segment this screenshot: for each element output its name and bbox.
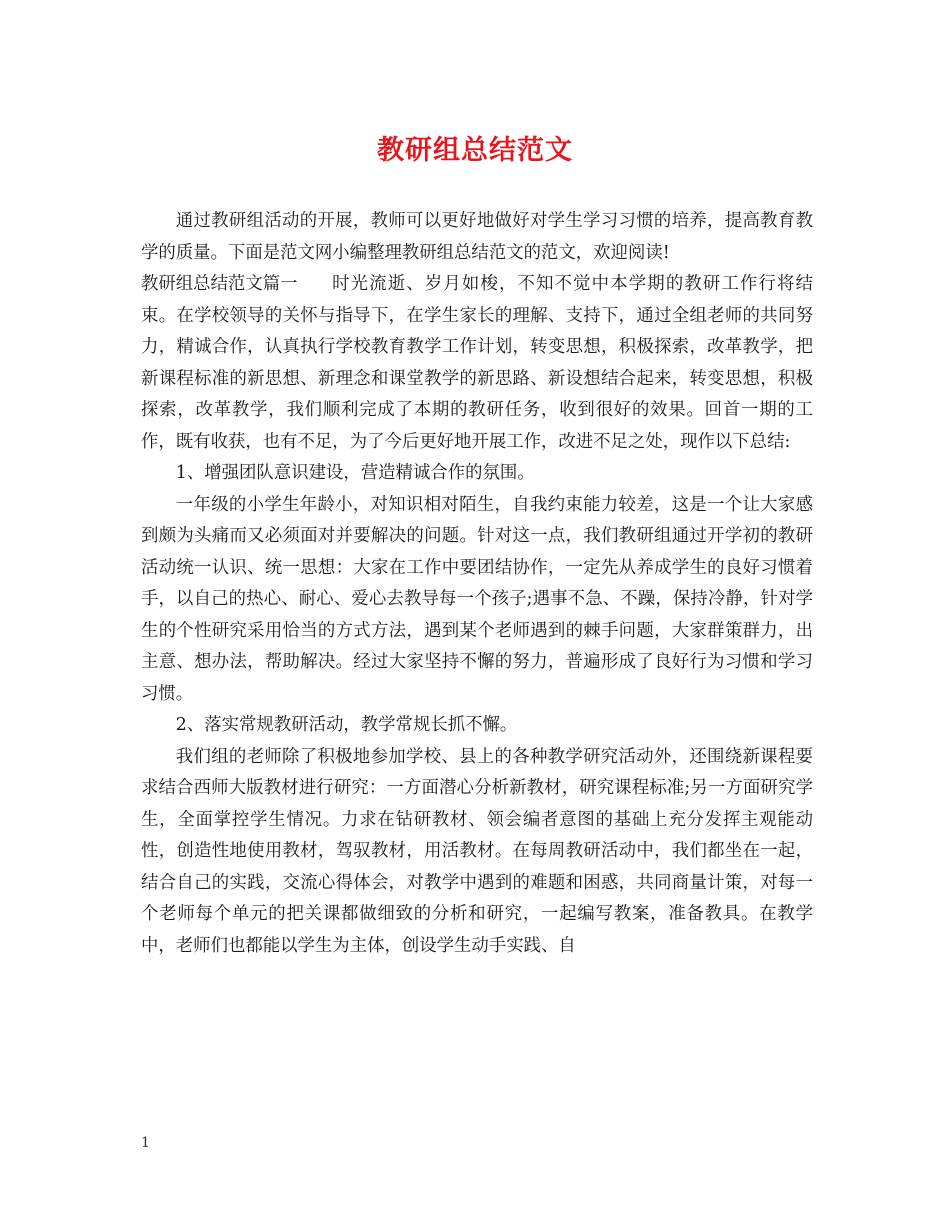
article-heading: 教研组总结范文篇一 xyxy=(141,274,298,294)
section2-heading: 2、落实常规教研活动，教学常规长抓不懈。 xyxy=(175,715,518,735)
document-title: 教研组总结范文 xyxy=(377,135,573,166)
intro-paragraph: 通过教研组活动的开展，教师可以更好地做好对学生学习习惯的培养，提高教育教学的质量。下面是范文网小编整理教研组总结范文的范文，欢迎阅读! xyxy=(141,211,813,263)
section1-heading: 1、增强团队意识建设，营造精诚合作的氛围。 xyxy=(175,463,535,483)
page-number: 1 xyxy=(141,1135,150,1151)
section1-paragraph: 一年级的小学生年龄小，对知识相对陌生，自我约束能力较差，这是一个让大家感到颇为头痛而又必须面对并要解决的问题。针对这一点，我们教研组通过开学初的教研活动统一认识、统一思想：大家在工作中要团结协作，一定先从养成学生的良好习惯着手，以自己的热心、耐心、爱心去教导每一个孩子;遇事不急、不躁，保持冷静，针对学生的个性研究采用恰当的方式方法，遇到某个老师遇到的棘手问题，大家群策群力，出主意、想办法，帮助解决。经过大家坚持不懈的努力，普遍形成了良好行为习惯和学习习惯。 xyxy=(141,494,813,704)
article-paragraph xyxy=(141,269,813,458)
section2-paragraph: 我们组的老师除了积极地参加学校、县上的各种教学研究活动外，还围绕新课程要求结合西师大版教材进行研究：一方面潜心分析新教材，研究课程标准;另一方面研究学生，全面掌控学生情况。力求在钻研教材、领会编者意图的基础上充分发挥主观能动性，创造性地使用教材，驾驭教材，用活教材。在每周教研活动中，我们都坐在一起，结合自己的实践，交流心得体会，对教学中遇到的难题和困惑，共同商量计策，对每一个老师每个单元的把关课都做细致的分析和研究，一起编写教案，准备教具。在教学中，老师们也都能以学生为主体，创设学生动手实践、自 xyxy=(141,746,813,956)
article-opening: 时光流逝、岁月如梭，不知不觉中本学期的教研工作行将结束。在学校领导的关怀与指导下，在学生家长的理解、支持下，通过全组老师的共同努力，精诚合作，认真执行学校教育教学工作计划，转变思想，积极探索，改革教学，把新课程标准的新思想、新理念和课堂教学的新思路、新设想结合起来，转变思想，积极探索，改革教学，我们顺利完成了本期的教研任务，收到很好的效果。回首一期的工作，既有收获，也有不足，为了今后更好地开展工作，改进不足之处，现作以下总结: xyxy=(141,274,813,452)
document-body xyxy=(141,206,813,962)
